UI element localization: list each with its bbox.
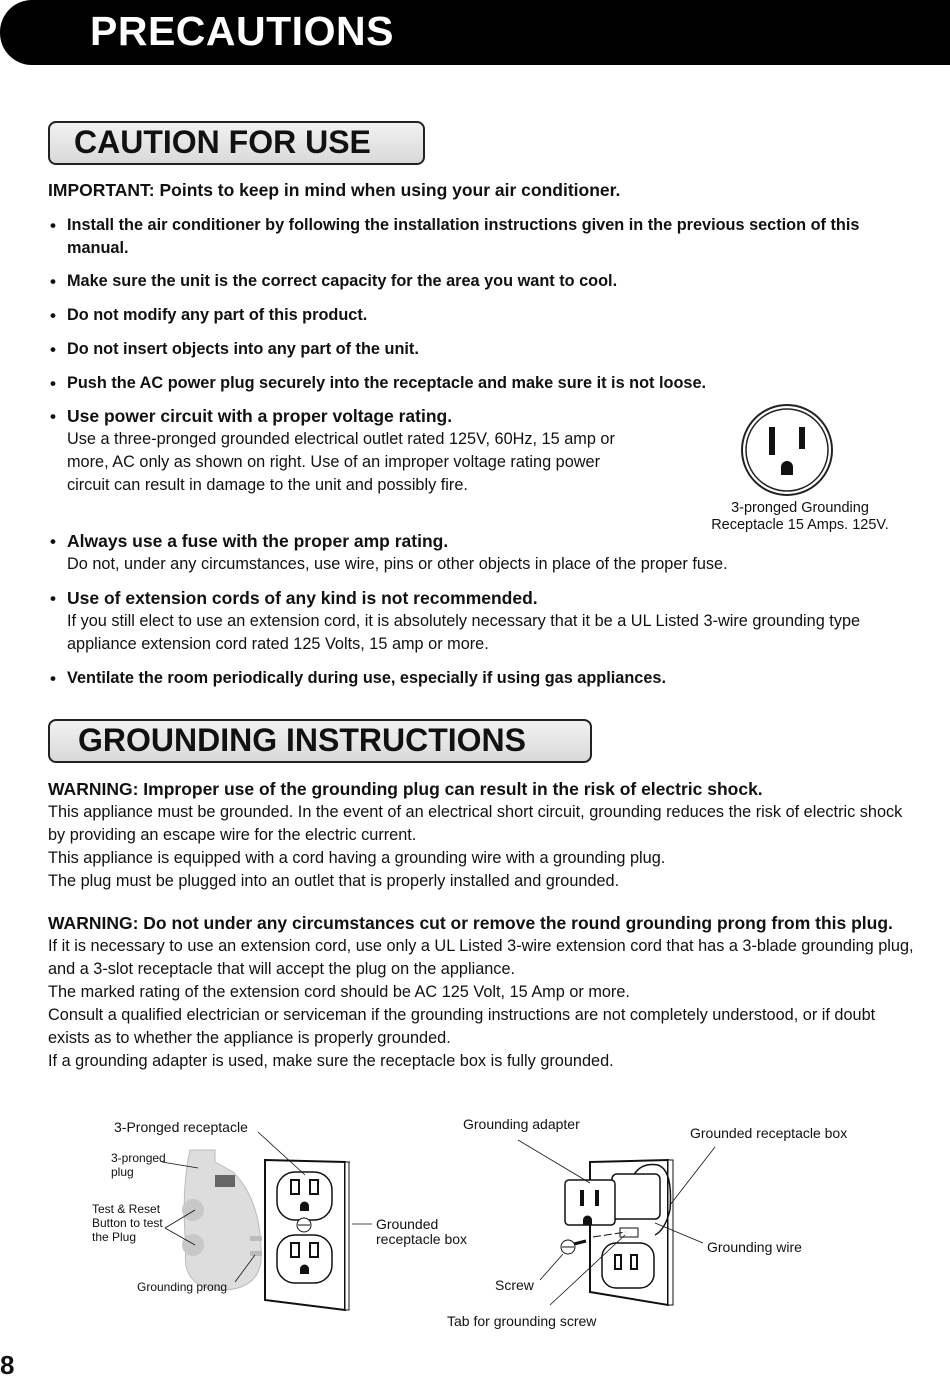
list-item: • Push the AC power plug securely into the receptacle and make sure it is not loose. [48, 372, 928, 395]
paragraph: If it is necessary to use an extension cord, use only a UL Listed 3-wire extension cord that has a 3-blade grounding plug, and a 3-slot receptacle that will accept the plug on the appliance. [48, 937, 914, 978]
grounding-adapter-diagram [450, 1110, 870, 1330]
label-grounding-wire: Grounding wire [707, 1239, 802, 1255]
list-item: • Make sure the unit is the correct capacity for the area you want to cool. [48, 270, 928, 293]
list-item-body: If you still elect to use an extension cord, it is absolutely necessary that it be a UL Listed 3-wire grounding type appliance extension cord rated 125 Volts, 15 amp or more. [67, 612, 861, 653]
header-bar [0, 0, 950, 65]
section-title: CAUTION FOR USE [74, 124, 371, 160]
label-grounding-prong: Grounding prong [137, 1280, 228, 1294]
list-item-body: Do not, under any circumstances, use wire, pins or other objects in place of the proper fuse. [67, 555, 728, 573]
grounding-warning-block [48, 912, 918, 1073]
label-grounded-receptacle-box: Grounded receptacle box [376, 1216, 468, 1247]
list-item [48, 405, 648, 497]
paragraph: This appliance is equipped with a cord having a grounding wire with a grounding plug. [48, 849, 666, 867]
label-grounded-receptacle-box: Grounded receptacle box [690, 1125, 848, 1141]
label-3-pronged-plug: 3-pronged plug [111, 1151, 166, 1179]
label-screw: Screw [495, 1277, 534, 1293]
label-tab-grounding-screw: Tab for grounding screw [447, 1313, 597, 1329]
label-3-pronged-receptacle: 3-Pronged receptacle [114, 1119, 248, 1135]
list-item: • Ventilate the room periodically during use, especially if using gas appliances. [48, 667, 928, 690]
grounded-outlet-icon [740, 403, 834, 497]
paragraph: This appliance must be grounded. In the event of an electrical short circuit, grounding reduces the risk of electric shock by providing an escape wire for the electric current. [48, 803, 903, 844]
warning-text: WARNING: Improper use of the grounding plug can result in the risk of electric shock. [48, 779, 763, 799]
section-heading-grounding [48, 719, 592, 763]
paragraph: The marked rating of the extension cord should be AC 125 Volt, 15 Amp or more. [48, 983, 630, 1001]
list-item-body: Use a three-pronged grounded electrical outlet rated 125V, 60Hz, 15 amp or more, AC only as shown on right. Use of an improper voltage rating power circuit can result in damage to the unit and possibly fire. [67, 430, 615, 494]
paragraph: The plug must be plugged into an outlet that is properly installed and grounded. [48, 872, 620, 890]
list-item: • Do not modify any part of this product. [48, 304, 928, 327]
label-test-reset-button: Test & Reset Button to test the Plug [92, 1202, 163, 1244]
list-item: • Install the air conditioner by following the installation instructions given in the previous section of this manual. [48, 214, 918, 260]
section-title: GROUNDING INSTRUCTIONS [78, 722, 526, 758]
list-item [48, 530, 928, 576]
paragraph: Consult a qualified electrician or serviceman if the grounding instructions are not completely understood, or if doubt exists as to whether the appliance is properly grounded. [48, 1006, 876, 1047]
outlet-caption-line: 3-pronged Grounding [731, 500, 869, 516]
list-item-head: • Always use a fuse with the proper amp rating. [67, 531, 449, 551]
label-grounding-adapter: Grounding adapter [463, 1116, 580, 1132]
warning-text: WARNING: Do not under any circumstances cut or remove the round grounding prong from this plug. [48, 913, 893, 933]
list-item: • Do not insert objects into any part of the unit. [48, 338, 928, 361]
list-item-head: • Use of extension cords of any kind is not recommended. [67, 588, 538, 608]
outlet-caption-line: Receptacle 15 Amps. 125V. [711, 517, 889, 533]
important-note: IMPORTANT: Points to keep in mind when using your air conditioner. [48, 180, 621, 200]
section-heading-caution [48, 121, 425, 165]
list-item [48, 587, 928, 656]
paragraph: If a grounding adapter is used, make sure the receptacle box is fully grounded. [48, 1052, 614, 1070]
outlet-caption [690, 500, 910, 534]
list-item-head: • Use power circuit with a proper voltage rating. [67, 406, 453, 426]
page-number: 8 [0, 1350, 15, 1377]
grounding-warning-block [48, 778, 918, 893]
page-title: PRECAUTIONS [90, 8, 394, 54]
